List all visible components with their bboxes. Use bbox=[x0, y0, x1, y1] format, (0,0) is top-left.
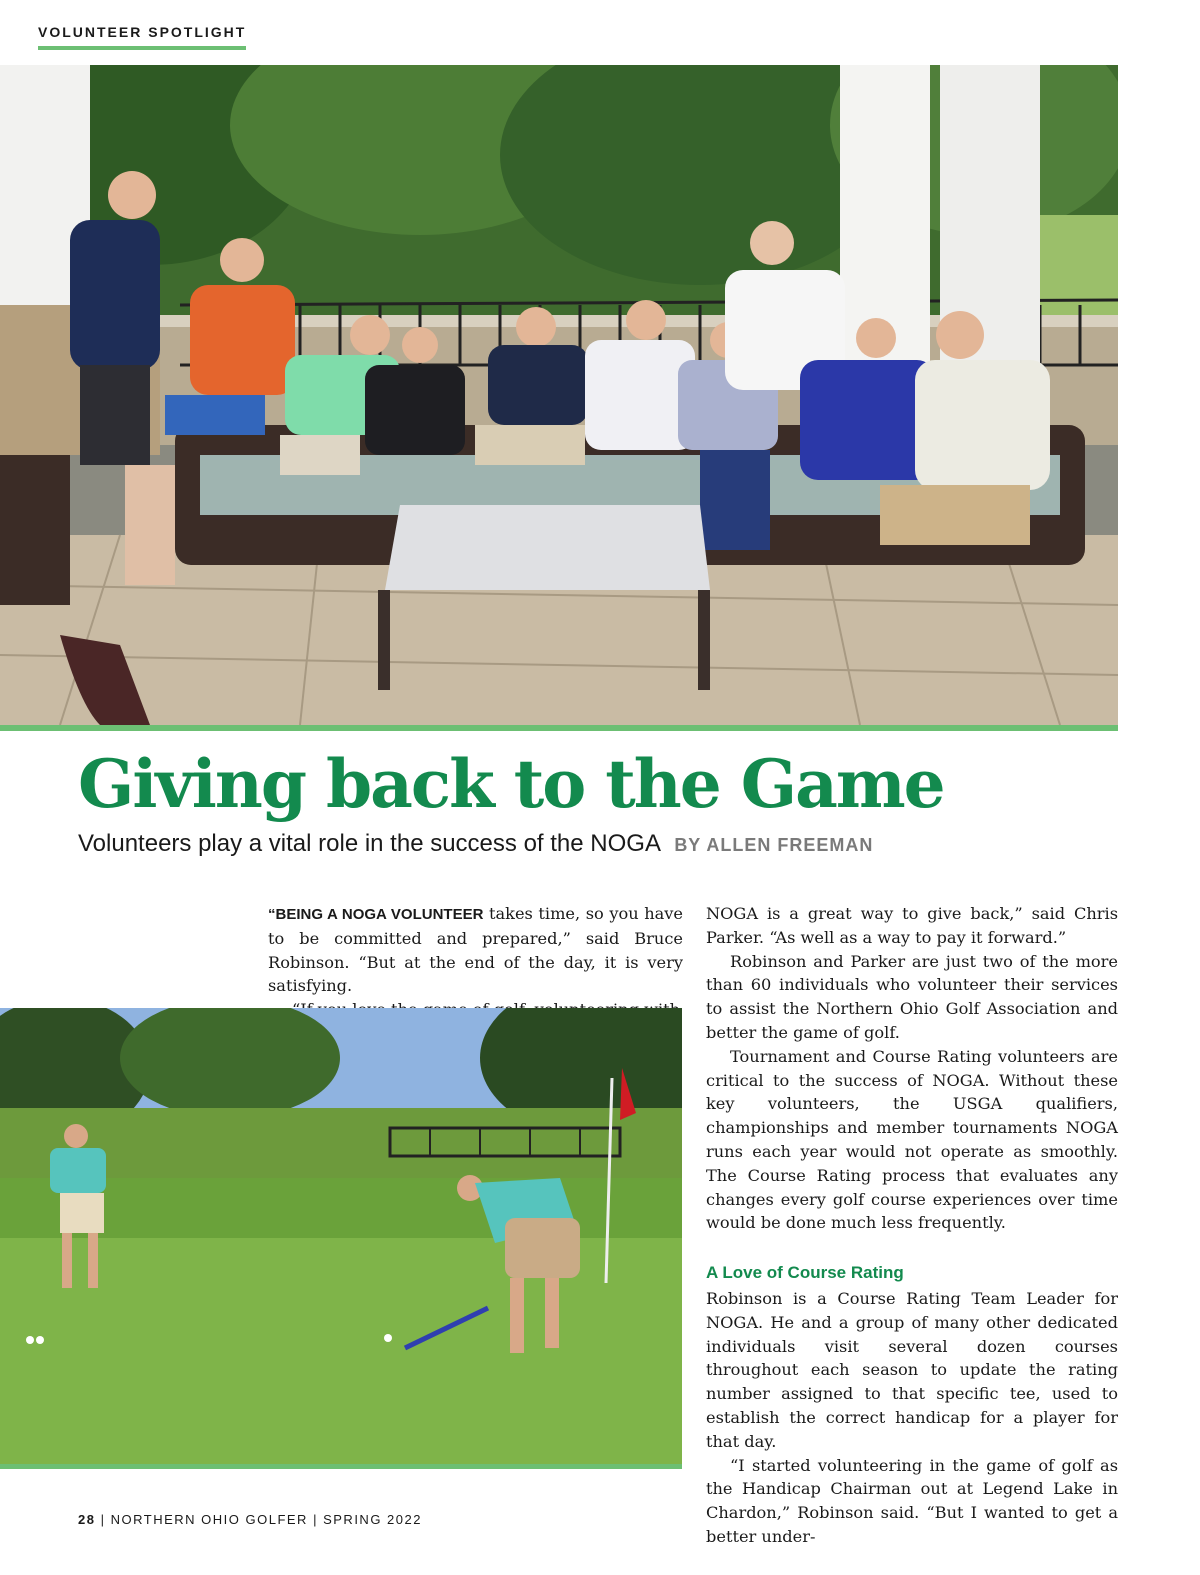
byline: BY ALLEN FREEMAN bbox=[674, 835, 874, 855]
article-title: Giving back to the Game bbox=[78, 745, 944, 823]
right-paragraph-3: Tournament and Course Rating volunteers are critical to the success of NOGA. Without these key volunteers, the USGA qualifiers, championships and member tournaments NOGA runs each year would not operate as smoothly. The Course Rating process that evaluates any changes every golf course experiences over time would be done much less frequently. bbox=[706, 1046, 1118, 1233]
lead-caps: “BEING A NOGA VOLUNTEER bbox=[268, 906, 484, 923]
publication-name: NORTHERN OHIO GOLFER bbox=[110, 1512, 308, 1527]
left-column bbox=[268, 902, 683, 1022]
right-column bbox=[706, 902, 1118, 1549]
left-paragraph-1 bbox=[268, 902, 683, 998]
golf-green-photo bbox=[0, 1008, 682, 1464]
page-number: 28 bbox=[78, 1512, 96, 1527]
left-paragraph-1-text: takes time, so you have to be committed and prepared,” said Bruce Robinson. “But at the end of the day, it is very satisfying. bbox=[268, 904, 683, 996]
hero-rule bbox=[0, 725, 1118, 731]
subtitle-text: Volunteers play a vital role in the success of the NOGA bbox=[78, 830, 660, 857]
footer-separator: | bbox=[100, 1512, 106, 1527]
section-label: VOLUNTEER SPOTLIGHT bbox=[38, 24, 246, 50]
footer-separator-2: | bbox=[313, 1512, 318, 1527]
golf-photo-rule bbox=[0, 1464, 682, 1469]
section-subhead: A Love of Course Rating bbox=[706, 1263, 904, 1283]
group-photo bbox=[0, 65, 1118, 725]
right-paragraph-5: “I started volunteering in the game of golf as the Handicap Chairman out at Legend Lake in Chardon,” Robinson said. “But I wanted to get a better under- bbox=[706, 1455, 1118, 1546]
right-paragraph-4: Robinson is a Course Rating Team Leader for NOGA. He and a group of many other dedicated individuals visit several dozen courses throughout each season to update the rating number assigned to that specific tee, used to establish the correct handicap for a player for that day. bbox=[706, 1288, 1118, 1451]
article-subtitle bbox=[78, 830, 873, 858]
right-paragraph-2: Robinson and Parker are just two of the more than 60 individuals who volunteer their services to assist the Northern Ohio Golf Association and better the game of golf. bbox=[706, 951, 1118, 1042]
issue-name: SPRING 2022 bbox=[323, 1512, 422, 1527]
page-footer bbox=[78, 1512, 422, 1527]
right-paragraph-1: NOGA is a great way to give back,” said Chris Parker. “As well as a way to pay it forward.” bbox=[706, 904, 1118, 947]
